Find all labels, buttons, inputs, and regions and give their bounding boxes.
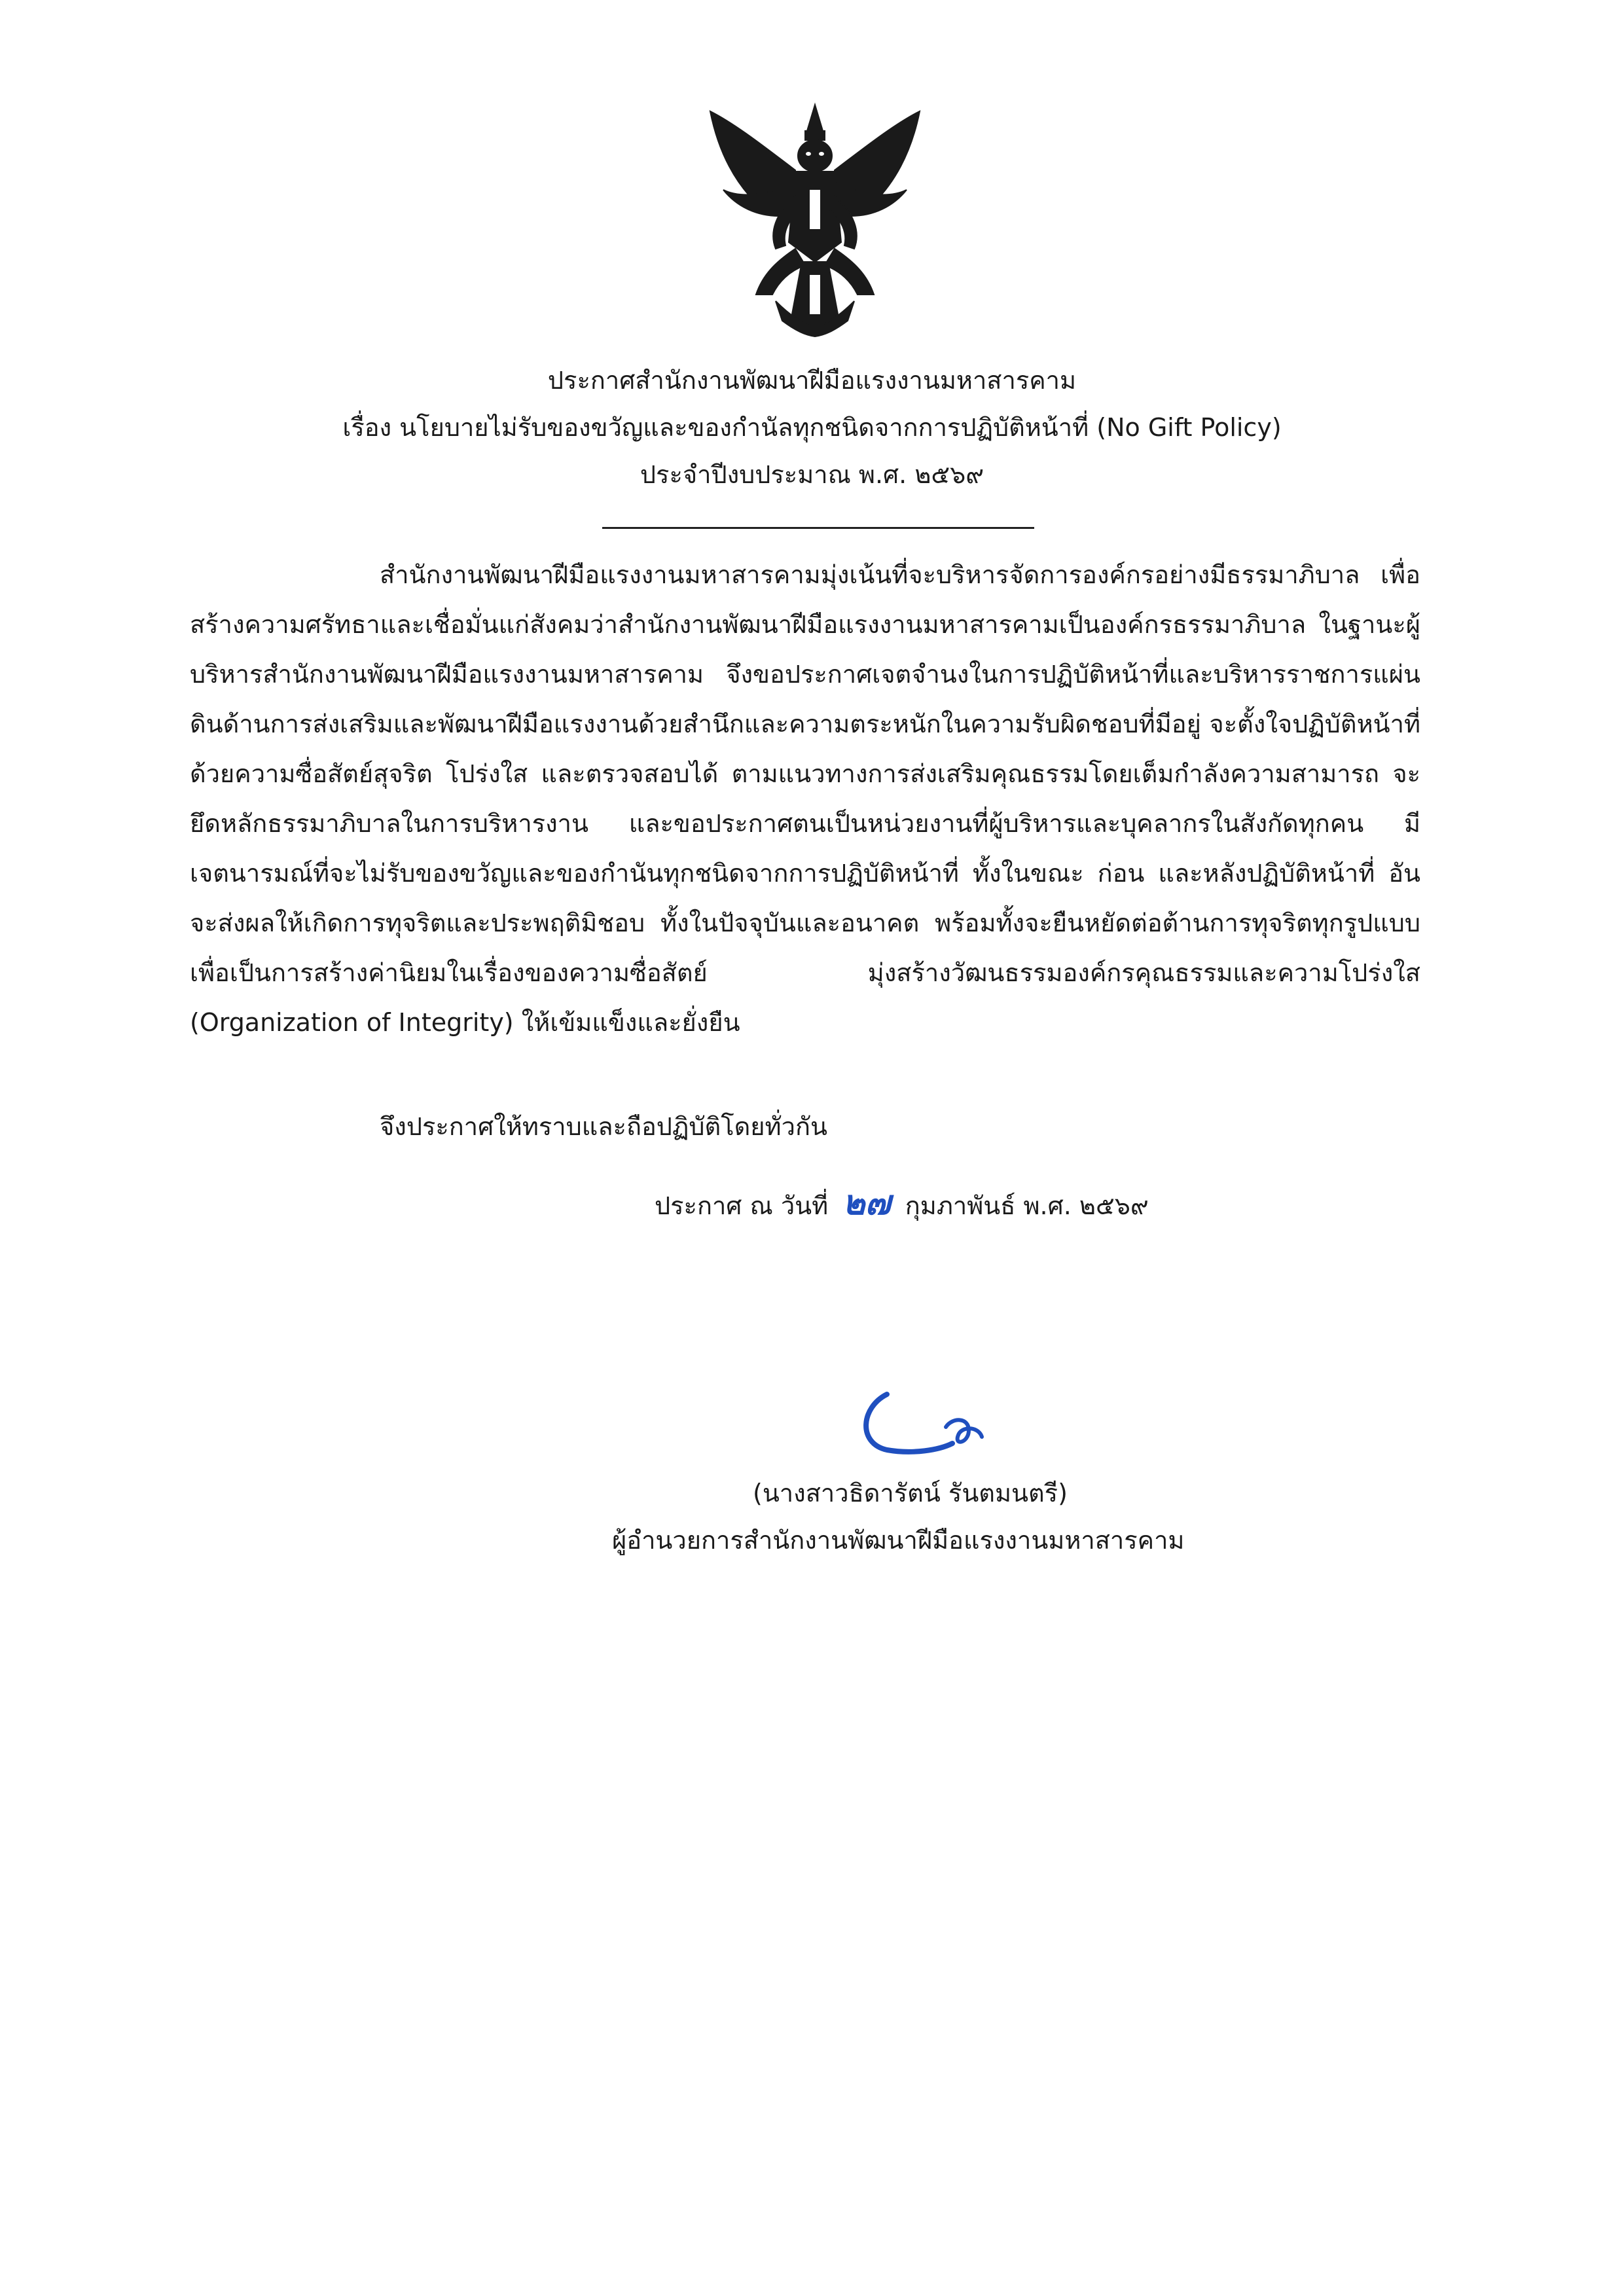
date-day-handwritten: ๒๗ [842, 1184, 891, 1223]
title-divider [602, 527, 1034, 529]
announcement-subject: เรื่อง นโยบายไม่รับของขวัญและของกำนัลทุกชนิดจากการปฏิบัติหน้าที่ (No Gift Policy) [342, 413, 1282, 442]
closing-statement: จึงประกาศให้ทราบและถือปฏิบัติโดยทั่วกัน [380, 1112, 827, 1141]
garuda-emblem-icon [697, 98, 933, 340]
announcement-date [655, 1175, 1149, 1229]
announcement-title: ประกาศสำนักงานพัฒนาฝีมือแรงงานมหาสารคาม [547, 366, 1077, 395]
date-prefix: ประกาศ ณ วันที่ [655, 1191, 829, 1220]
date-suffix: กุมภาพันธ์ พ.ศ. ๒๕๖๙ [905, 1191, 1149, 1220]
policy-paragraph: สำนักงานพัฒนาฝีมือแรงงานมหาสารคามมุ่งเน้นที่จะบริหารจัดการองค์กรอย่างมีธรรมาภิบาล เพื่อสร้างความศรัทธาและเชื่อมั่นแก่สังคมว่าสำนักงานพัฒนาฝีมือแรงงานมหาสารคามเป็นองค์กรธรรมาภิบาล ในฐานะผู้บริหารสำนักงานพัฒนาฝีมือแรงงานมหาสารคาม จึงขอประกาศเจตจำนงในการปฏิบัติหน้าที่และบริหารราชการแผ่นดินด้านการส่งเสริมและพัฒนาฝีมือแรงงานด้วยสำนึกและความตระหนักในความรับผิดชอบที่มีอยู่ จะตั้งใจปฏิบัติหน้าที่ด้วยความซื่อสัตย์สุจริต โปร่งใส และตรวจสอบได้ ตามแนวทางการส่งเสริมคุณธรรมโดยเต็มกำลังความสามารถ จะยึดหลักธรรมาภิบาลในการบริหารงาน และขอประกาศตนเป็นหน่วยงานที่ผู้บริหารและบุคลากรในสังกัดทุกคน มีเจตนารมณ์ที่จะไม่รับของขวัญและของกำนันทุกชนิดจากการปฏิบัติหน้าที่ ทั้งในขณะ ก่อน และหลังปฏิบัติหน้าที่ อันจะส่งผลให้เกิดการทุจริตและประพฤติมิชอบ ทั้งในปัจจุบันและอนาคต พร้อมทั้งจะยืนหยัดต่อต้านการทุจริตทุกรูปแบบ เพื่อเป็นการสร้างค่านิยมในเรื่องของความซื่อสัตย์ มุ่งสร้างวัฒนธรรมองค์กรคุณธรรมและความโปร่งใส (Organization of Integrity) ให้เข้มแข็งและยั่งยืน [190, 560, 1420, 1037]
handwritten-signature [848, 1381, 998, 1460]
announcement-fiscal-year: ประจำปีงบประมาณ พ.ศ. ๒๕๖๙ [640, 460, 984, 489]
signer-position: ผู้อำนวยการสำนักงานพัฒนาฝีมือแรงงานมหาสารคาม [612, 1526, 1185, 1555]
signer-name: (นางสาวธิดารัตน์ รันตมนตรี) [753, 1479, 1068, 1508]
